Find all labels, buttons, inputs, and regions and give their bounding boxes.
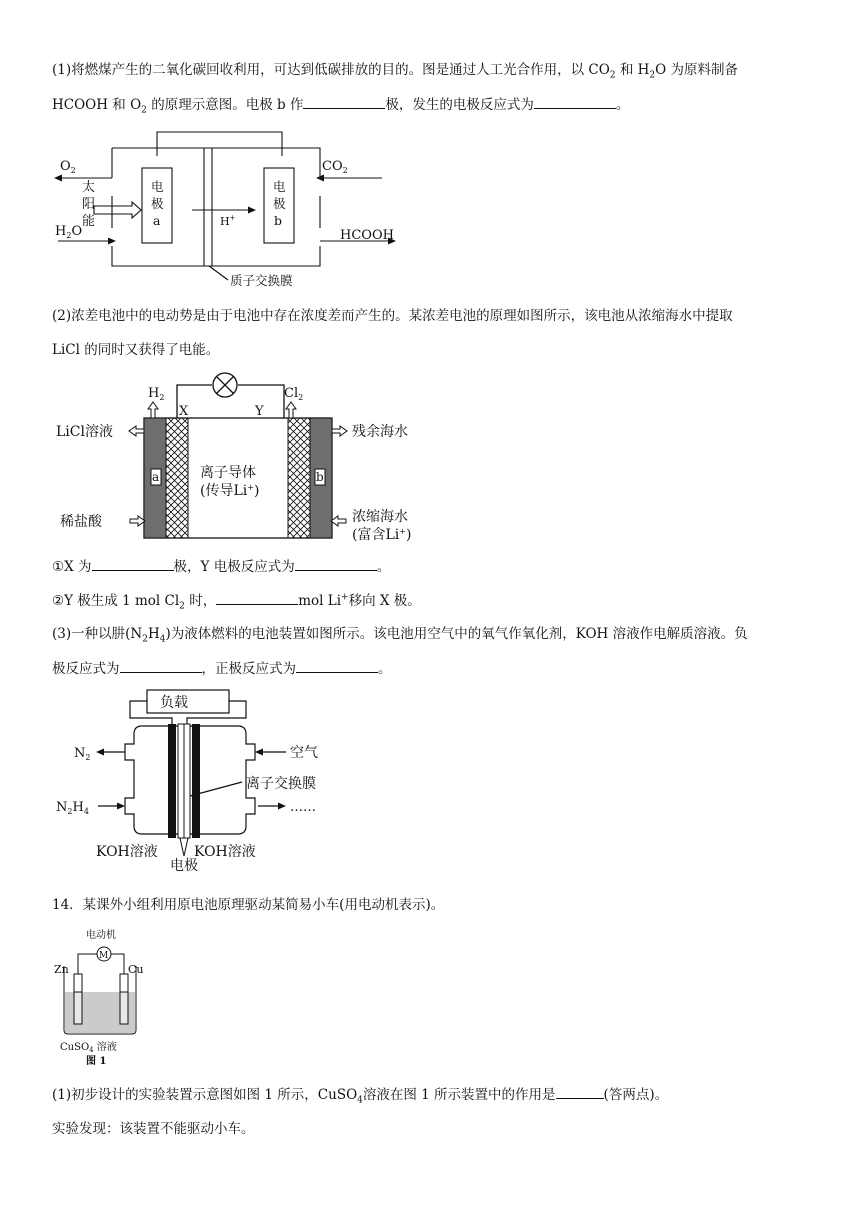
h2o-label: $H_2O$ [55,224,83,240]
q14-part1: (1)初步设计的实验装置示意图如图 1 所示，CuSO$_4$溶液在图 1 所示装置中的作用是 (答两点)。 [52,1084,822,1105]
electrode-b-3: b [274,213,283,228]
zn-label: Zn [54,963,69,976]
electrode-b-1: 电 [273,179,286,194]
koh-left-label: KOH溶液 [96,844,158,860]
co2-label: $CO_2$ [322,159,348,175]
li-conduction-label: (传导Li+) [200,483,260,499]
cu-label: Cu [128,963,144,976]
n2h4-label: $N_2H_4$ [56,800,89,816]
q14-finding: 实验发现：该装置不能驱动小车。 [52,1121,255,1137]
n2-label: $N_2$ [74,746,91,762]
koh-right-label: KOH溶液 [194,844,256,860]
cl2-label: $Cl_2$ [284,386,304,402]
answer-blank[interactable] [556,1084,604,1099]
electrode-b-label: b [316,470,324,484]
figure-1-caption: 图 1 [86,1056,107,1067]
electrode-a-label: a [152,470,160,484]
q13-part2-line1: (2)浓差电池中的电动势是由于电池中存在浓度差而产生的。某浓差电池的原理如图所示，该电池从浓缩海水中提取 [52,308,733,324]
q13-part3-line1: (3)一种以肼$(N_2H_4)$为液体燃料的电池装置如图所示。该电池用空气中的氧气作氧化剂，KOH 溶液作电解质溶液。负 [52,626,748,645]
q13-part2-line2: LiCl 的同时又获得了电能。 [52,342,220,358]
x-label: X [179,404,189,419]
ionic-conductor-label: 离子导体 [200,465,256,481]
motor-m-label: M [99,951,109,961]
y-label: Y [255,404,264,419]
q13-part2-q2: ②Y 极生成 1 mol $Cl_2$ 时， mol Li+移向 X 极。 [52,590,822,611]
answer-blank[interactable] [295,556,377,571]
zn-cu-cell-diagram [52,926,162,1071]
proton-membrane-label: 质子交换膜 [230,273,293,288]
electrode-a-2: 极 [151,196,164,211]
q14-stem: 14．某课外小组利用原电池原理驱动某简易小车(用电动机表示)。 [52,897,445,913]
li-rich-label: (富含Li+) [352,527,412,543]
motor-label: 电动机 [86,930,116,941]
answer-blank[interactable] [216,590,298,605]
electrode-b-2: 极 [273,196,286,211]
sun-label-2: 阳 [82,197,96,212]
licl-solution-label: LiCl溶液 [56,424,113,440]
answer-blank[interactable] [534,94,616,109]
answer-blank[interactable] [296,658,378,673]
load-label: 负载 [160,695,188,711]
sun-label-3: 能 [82,214,96,229]
cuso4-solution-label: CuSO$_4$ 溶液 [60,1042,117,1054]
concentrated-seawater-label: 浓缩海水 [352,509,408,525]
electrode-a-1: 电 [151,179,164,194]
concentration-cell-diagram [52,365,412,545]
residual-seawater-label: 残余海水 [352,424,408,440]
electrode-label: 电极 [170,858,198,874]
q13-part1-line1: (1)将燃煤产生的二氧化碳回收利用，可达到低碳排放的目的。图是通过人工光合作用，以 $CO_2$ 和 $H_2O$ 为原料制备 [52,62,738,81]
sun-label-1: 太 [82,180,96,195]
ion-exchange-membrane-label: 离子交换膜 [246,776,316,792]
dilute-hcl-label: 稀盐酸 [60,514,102,530]
q13-part3-line2: 极反应式为 ，正极反应式为 。 [52,658,822,679]
q13-part1-line2: HCOOH 和 $O_2$ 的原理示意图。电极 b 作 极，发生的电极反应式为 。 [52,94,822,115]
photosynthesis-cell-diagram [52,128,412,293]
h2-label: $H_2$ [148,386,165,402]
answer-blank[interactable] [92,556,174,571]
o2-label: $O_2$ [60,159,76,175]
outflow-dots-label: …… [290,800,316,815]
hcooh-label: HCOOH [340,228,394,243]
answer-blank[interactable] [303,94,385,109]
q13-part2-q1: ①X 为 极，Y 电极反应式为 。 [52,556,822,577]
answer-blank[interactable] [120,658,202,673]
hydrazine-fuel-cell-diagram [52,686,352,874]
electrode-a-3: a [153,213,161,228]
air-label: 空气 [290,745,318,761]
h-plus-label: H+ [220,214,236,228]
